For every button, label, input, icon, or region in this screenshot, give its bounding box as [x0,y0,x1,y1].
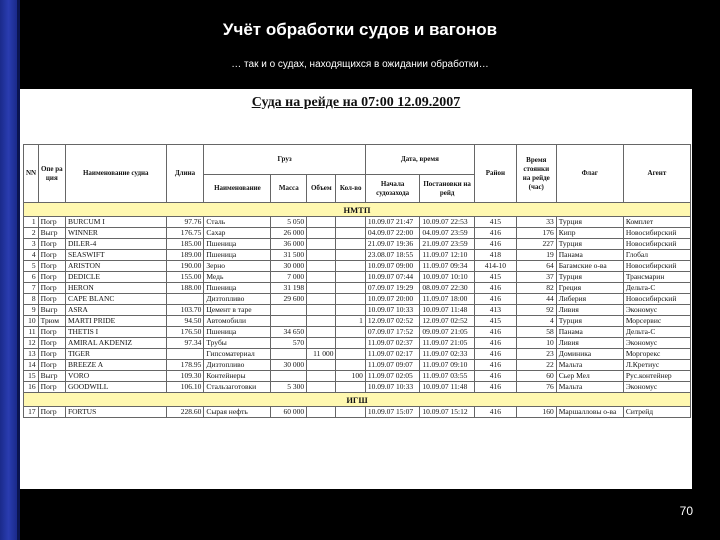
cell-volume [307,272,336,283]
cell-start: 21.09.07 19:36 [365,239,420,250]
cell-flag: Греция [556,283,623,294]
header-wait-time: Время стоянки на рейде (час) [516,145,556,203]
cell-agent: Экономус [623,338,690,349]
cell-agent: Новосибирский [623,228,690,239]
cell-operation: Погр [38,294,65,305]
vessels-table [23,144,691,418]
cell-count: 100 [336,371,365,382]
cell-agent: Глобал [623,250,690,261]
cell-area: 416 [474,283,516,294]
header-datetime: Дата, время [365,145,474,175]
cell-vessel-name: MARTI PRIDE [65,316,166,327]
cell-area: 416 [474,371,516,382]
header-area: Район [474,145,516,203]
cell-volume [307,316,336,327]
section-label: НМТП [24,203,691,217]
cell-mass [271,316,307,327]
cell-wait-time: 22 [516,360,556,371]
cell-flag: Маршалловы о-ва [556,407,623,418]
table-row [24,407,691,418]
cell-flag: Турция [556,239,623,250]
cell-operation: Погр [38,261,65,272]
header-flag: Флаг [556,145,623,203]
cell-cargo-name: Дизтопливо [204,294,271,305]
cell-nn: 3 [24,239,39,250]
table-row [24,349,691,360]
cell-cargo-name: Автомобили [204,316,271,327]
cell-flag: Мальта [556,360,623,371]
cell-raid: 11.09.07 09:34 [420,261,475,272]
cell-volume [307,239,336,250]
cell-raid: 10.09.07 11:48 [420,305,475,316]
cell-area: 416 [474,407,516,418]
cell-wait-time: 160 [516,407,556,418]
cell-start: 10.09.07 10:33 [365,382,420,393]
cell-nn: 5 [24,261,39,272]
section-row [24,203,691,217]
cell-flag: Ливия [556,305,623,316]
cell-area: 415 [474,272,516,283]
cell-mass [271,305,307,316]
cell-start: 11.09.07 09:07 [365,360,420,371]
cell-count: 1 [336,316,365,327]
cell-flag: Турция [556,217,623,228]
table-row [24,217,691,228]
cell-volume [307,250,336,261]
cell-nn: 1 [24,217,39,228]
cell-wait-time: 19 [516,250,556,261]
cell-mass: 31 198 [271,283,307,294]
cell-wait-time: 60 [516,371,556,382]
cell-area: 416 [474,360,516,371]
cell-mass: 36 000 [271,239,307,250]
cell-count [336,360,365,371]
cell-flag: Ливия [556,338,623,349]
cell-volume [307,371,336,382]
table-row [24,382,691,393]
cell-count [336,407,365,418]
cell-mass [271,371,307,382]
cell-raid: 11.09.07 03:55 [420,371,475,382]
cell-start: 11.09.07 02:17 [365,349,420,360]
cell-vessel-name: FORTUS [65,407,166,418]
cell-area: 416 [474,382,516,393]
cell-volume [307,338,336,349]
cell-vessel-name: VORO [65,371,166,382]
cell-wait-time: 82 [516,283,556,294]
cell-raid: 11.09.07 12:10 [420,250,475,261]
cell-cargo-name: Пшеница [204,250,271,261]
cell-nn: 6 [24,272,39,283]
cell-volume [307,407,336,418]
cell-length: 178.95 [166,360,204,371]
cell-wait-time: 33 [516,217,556,228]
table-row [24,294,691,305]
header-cargo: Груз [204,145,366,175]
cell-start: 07.09.07 17:52 [365,327,420,338]
cell-volume [307,294,336,305]
cell-raid: 11.09.07 21:05 [420,338,475,349]
cell-mass: 7 000 [271,272,307,283]
cell-agent: Экономус [623,305,690,316]
table-row [24,250,691,261]
cell-operation: Погр [38,283,65,294]
cell-start: 10.09.07 07:44 [365,272,420,283]
cell-mass: 31 500 [271,250,307,261]
cell-length: 228.60 [166,407,204,418]
cell-length: 103.70 [166,305,204,316]
cell-area: 413 [474,305,516,316]
cell-length: 176.75 [166,228,204,239]
cell-wait-time: 64 [516,261,556,272]
cell-agent: Дельта-С [623,283,690,294]
table-row [24,272,691,283]
cell-flag: Турция [556,272,623,283]
cell-nn: 14 [24,360,39,371]
cell-operation: Погр [38,338,65,349]
cell-cargo-name: Сырая нефть [204,407,271,418]
cell-count [336,228,365,239]
cell-flag: Либерия [556,294,623,305]
cell-mass: 34 650 [271,327,307,338]
cell-cargo-name: Гипсоматериал [204,349,271,360]
header-operation: Опе ра ция [38,145,65,203]
cell-nn: 12 [24,338,39,349]
header-agent: Агент [623,145,690,203]
cell-volume [307,217,336,228]
header-vessel-name: Наименование судна [65,145,166,203]
cell-flag: Доминика [556,349,623,360]
cell-raid: 04.09.07 23:59 [420,228,475,239]
cell-count [336,272,365,283]
slide-subtitle: … так и о судах, находящихся в ожидании обработки… [231,59,489,70]
cell-start: 10.09.07 10:33 [365,305,420,316]
cell-vessel-name: WINNER [65,228,166,239]
cell-count [336,261,365,272]
cell-operation: Погр [38,272,65,283]
cell-raid: 10.09.07 10:10 [420,272,475,283]
cell-start: 07.09.07 19:29 [365,283,420,294]
cell-raid: 21.09.07 23:59 [420,239,475,250]
table-row [24,371,691,382]
cell-start: 10.09.07 09:00 [365,261,420,272]
cell-volume [307,327,336,338]
cell-operation: Трюм [38,316,65,327]
cell-operation: Выгр [38,371,65,382]
cell-length: 188.00 [166,283,204,294]
cell-cargo-name: Контейнеры [204,371,271,382]
cell-area: 416 [474,327,516,338]
cell-cargo-name: Пшеница [204,239,271,250]
cell-vessel-name: HERON [65,283,166,294]
cell-wait-time: 37 [516,272,556,283]
page-number: 70 [679,504,693,518]
cell-operation: Погр [38,349,65,360]
cell-mass: 60 000 [271,407,307,418]
cell-vessel-name: TIGER [65,349,166,360]
cell-mass: 5 050 [271,217,307,228]
table-row [24,261,691,272]
cell-area: 416 [474,349,516,360]
table-row [24,283,691,294]
cell-nn: 2 [24,228,39,239]
cell-mass: 5 300 [271,382,307,393]
table-row [24,305,691,316]
cell-cargo-name: Медь [204,272,271,283]
cell-nn: 16 [24,382,39,393]
cell-vessel-name: ARISTON [65,261,166,272]
cell-start: 10.09.07 15:07 [365,407,420,418]
cell-area: 416 [474,294,516,305]
cell-area: 416 [474,239,516,250]
cell-wait-time: 23 [516,349,556,360]
cell-raid: 12.09.07 02:52 [420,316,475,327]
cell-raid: 10.09.07 11:48 [420,382,475,393]
cell-mass: 570 [271,338,307,349]
table-row [24,228,691,239]
cell-cargo-name: Пшеница [204,283,271,294]
cell-agent: Новосибирский [623,294,690,305]
cell-cargo-name: Цемент в таре [204,305,271,316]
cell-nn: 10 [24,316,39,327]
cell-raid: 10.09.07 22:53 [420,217,475,228]
cell-agent: Комплет [623,217,690,228]
cell-mass: 30 000 [271,360,307,371]
cell-vessel-name: GOODWILL [65,382,166,393]
table-row [24,327,691,338]
cell-count [336,305,365,316]
cell-operation: Погр [38,327,65,338]
header-length: Длина [166,145,204,203]
cell-flag: Кипр [556,228,623,239]
cell-raid: 10.09.07 15:12 [420,407,475,418]
cell-flag: Багамские о-ва [556,261,623,272]
cell-volume [307,382,336,393]
cell-cargo-name: Сахар [204,228,271,239]
cell-wait-time: 58 [516,327,556,338]
cell-length: 176.50 [166,327,204,338]
cell-nn: 17 [24,407,39,418]
cell-flag: Панама [556,250,623,261]
document-scan [20,89,692,489]
cell-vessel-name: ASRA [65,305,166,316]
cell-area: 414-10 [474,261,516,272]
cell-area: 416 [474,228,516,239]
cell-nn: 11 [24,327,39,338]
cell-flag: Панама [556,327,623,338]
header-count: Кол-во [336,175,365,203]
cell-agent: Трансмарин [623,272,690,283]
section-label: ИГШ [24,393,691,407]
header-start: Начала судозахода [365,175,420,203]
cell-area: 415 [474,217,516,228]
cell-start: 23.08.07 18:55 [365,250,420,261]
cell-volume [307,228,336,239]
cell-wait-time: 76 [516,382,556,393]
cell-nn: 9 [24,305,39,316]
cell-count [336,338,365,349]
cell-count [336,217,365,228]
cell-cargo-name: Стальзаготовки [204,382,271,393]
header-cargo-name: Наименование [204,175,271,203]
cell-length [166,294,204,305]
cell-volume [307,305,336,316]
cell-operation: Погр [38,382,65,393]
cell-cargo-name: Дизтопливо [204,360,271,371]
cell-cargo-name: Сталь [204,217,271,228]
cell-area: 415 [474,316,516,327]
cell-vessel-name: BREEZE A [65,360,166,371]
cell-length: 185.00 [166,239,204,250]
cell-vessel-name: THETIS I [65,327,166,338]
cell-raid: 11.09.07 02:33 [420,349,475,360]
cell-vessel-name: DEDICLE [65,272,166,283]
header-mass: Масса [271,175,307,203]
cell-start: 11.09.07 02:37 [365,338,420,349]
cell-operation: Погр [38,217,65,228]
cell-mass: 29 600 [271,294,307,305]
cell-area: 418 [474,250,516,261]
cell-wait-time: 44 [516,294,556,305]
cell-wait-time: 92 [516,305,556,316]
header-volume: Объем [307,175,336,203]
cell-nn: 15 [24,371,39,382]
cell-raid: 08.09.07 22:30 [420,283,475,294]
cell-nn: 7 [24,283,39,294]
cell-raid: 09.09.07 21:05 [420,327,475,338]
table-row [24,338,691,349]
cell-agent: Морсервис [623,316,690,327]
cell-mass: 30 000 [271,261,307,272]
cell-volume [307,360,336,371]
cell-cargo-name: Зерно [204,261,271,272]
cell-raid: 11.09.07 18:00 [420,294,475,305]
cell-operation: Выгр [38,305,65,316]
cell-agent: Экономус [623,382,690,393]
cell-start: 11.09.07 02:05 [365,371,420,382]
cell-wait-time: 4 [516,316,556,327]
cell-mass [271,349,307,360]
cell-length: 94.50 [166,316,204,327]
header-raid: Постановки на рейд [420,175,475,203]
cell-length [166,349,204,360]
cell-operation: Погр [38,250,65,261]
left-accent-bar [0,0,17,540]
cell-agent: Л.Кретиус [623,360,690,371]
cell-nn: 8 [24,294,39,305]
cell-raid: 11.09.07 09:10 [420,360,475,371]
section-row [24,393,691,407]
cell-agent: Новосибирский [623,239,690,250]
cell-agent: Новосибирский [623,261,690,272]
cell-operation: Погр [38,239,65,250]
cell-vessel-name: CAPE BLANC [65,294,166,305]
cell-cargo-name: Трубы [204,338,271,349]
cell-flag: Турция [556,316,623,327]
cell-count [336,327,365,338]
cell-length: 106.10 [166,382,204,393]
cell-length: 155.00 [166,272,204,283]
cell-vessel-name: SEASWIFT [65,250,166,261]
cell-count [336,239,365,250]
table-row [24,239,691,250]
cell-length: 97.76 [166,217,204,228]
cell-start: 04.09.07 22:00 [365,228,420,239]
cell-wait-time: 10 [516,338,556,349]
cell-count [336,294,365,305]
vessels-table-body [24,203,691,418]
cell-operation: Погр [38,360,65,371]
cell-wait-time: 176 [516,228,556,239]
cell-length: 109.30 [166,371,204,382]
cell-agent: Дельта-С [623,327,690,338]
cell-flag: Мальта [556,382,623,393]
cell-start: 12.09.07 02:52 [365,316,420,327]
cell-vessel-name: DILER-4 [65,239,166,250]
cell-volume [307,283,336,294]
cell-operation: Выгр [38,228,65,239]
cell-cargo-name: Пшеница [204,327,271,338]
slide-title: Учёт обработки судов и вагонов [222,20,498,39]
cell-count [336,283,365,294]
cell-nn: 13 [24,349,39,360]
cell-area: 416 [474,338,516,349]
cell-volume [307,261,336,272]
cell-length: 189.00 [166,250,204,261]
cell-length: 190.00 [166,261,204,272]
cell-length: 97.34 [166,338,204,349]
cell-count [336,250,365,261]
cell-vessel-name: BURCUM I [65,217,166,228]
cell-mass: 26 000 [271,228,307,239]
cell-flag: Сьер Мел [556,371,623,382]
table-row [24,360,691,371]
table-row [24,316,691,327]
cell-agent: Ситрейд [623,407,690,418]
cell-agent: Моргорекс [623,349,690,360]
cell-count [336,349,365,360]
document-title: Суда на рейде на 07:00 12.09.2007 [251,95,461,110]
cell-wait-time: 227 [516,239,556,250]
cell-operation: Погр [38,407,65,418]
cell-count [336,382,365,393]
cell-nn: 4 [24,250,39,261]
cell-agent: Рус.контейнер [623,371,690,382]
header-nn: NN [24,145,39,203]
cell-start: 10.09.07 20:00 [365,294,420,305]
cell-start: 10.09.07 21:47 [365,217,420,228]
cell-vessel-name: AMIRAL AKDENIZ [65,338,166,349]
cell-volume: 11 000 [307,349,336,360]
